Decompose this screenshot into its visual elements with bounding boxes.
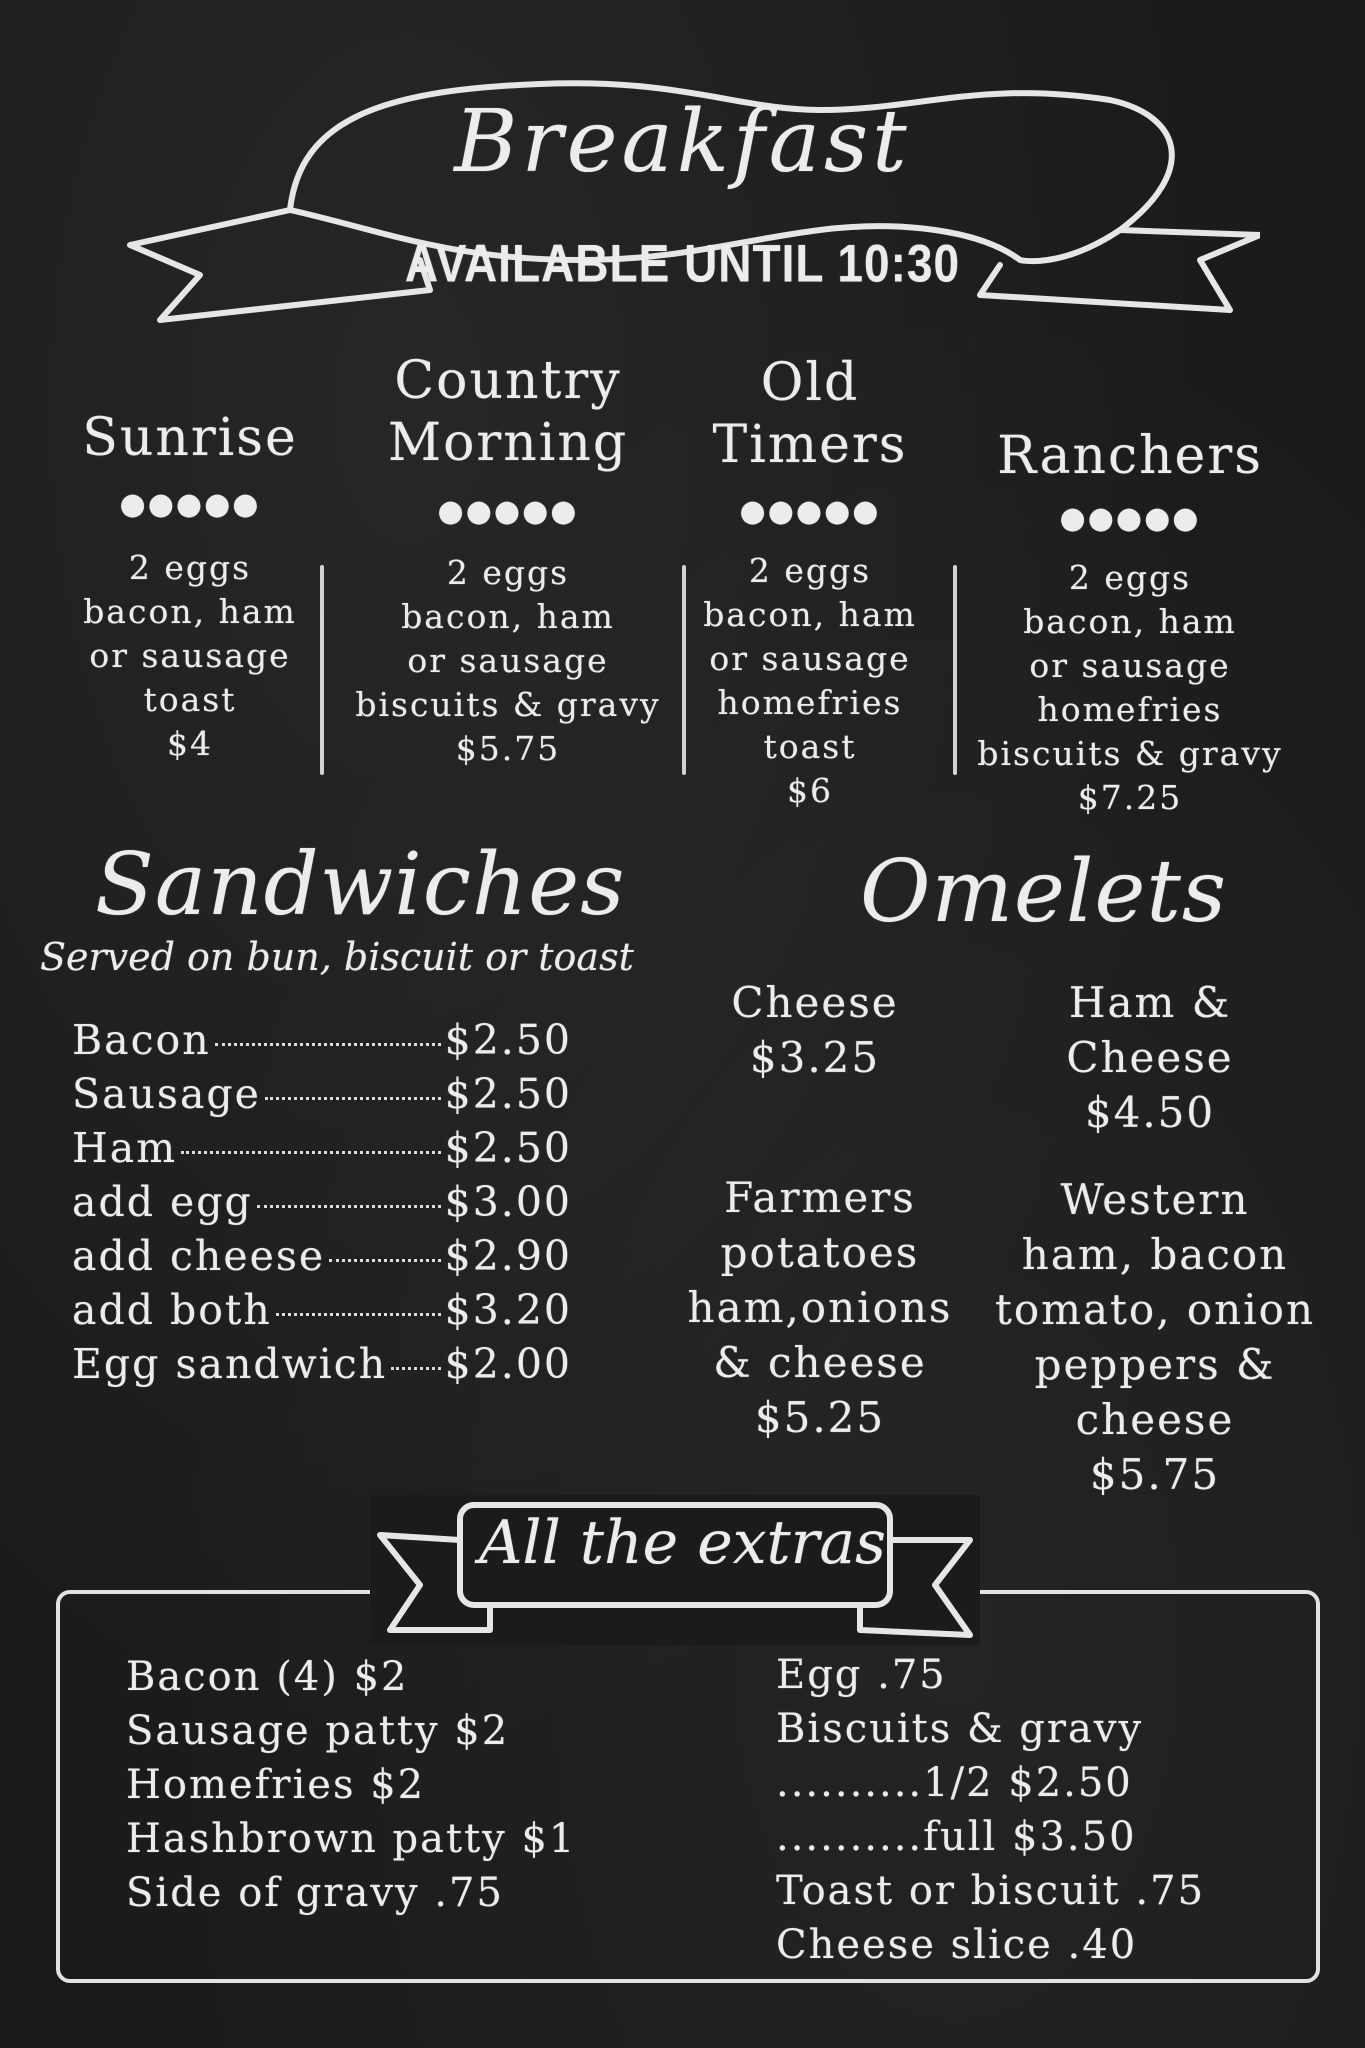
omelet-ham-cheese [1020,975,1280,1140]
combo-item: bacon, ham [83,592,297,631]
combo-price: $5.75 [455,729,561,768]
sandwich-row [72,1070,572,1124]
combo-item: homefries [717,683,903,722]
combo-item: biscuits & gravy [977,734,1283,773]
combo-items [338,551,678,771]
extra-item: Side of gravy .75 [126,1870,504,1916]
sandwich-row [72,1124,572,1178]
combo-country-morning [338,350,678,771]
column-divider [953,565,957,775]
omelet-line: ham, bacon [1021,1230,1289,1279]
sandwich-price: $2.00 [444,1340,572,1388]
omelet-line: peppers & [1034,1340,1276,1389]
sandwiches-subheading: Served on bun, biscuit or toast [40,935,634,979]
omelet-line: tomato, onion [995,1285,1315,1334]
sandwich-name: add egg [72,1178,253,1226]
omelet-cheese [695,975,935,1085]
sandwich-name: add both [72,1286,272,1334]
menu-subtitle: AVAILABLE UNTIL 10:30 [404,233,961,293]
sandwich-row [72,1016,572,1070]
dot-leader [329,1259,440,1262]
combo-item: 2 eggs [128,548,252,587]
omelet-line: Ham & [1068,978,1232,1027]
extra-item: Bacon (4) $2 [126,1654,409,1700]
combo-item: bacon, ham [703,595,917,634]
dots-divider: ●●●●● [1059,501,1201,536]
combo-name: Country [394,351,622,411]
combo-item: bacon, ham [401,597,615,636]
column-divider [682,565,686,775]
sandwich-price: $2.90 [444,1232,572,1280]
omelet-line: cheese [1075,1395,1235,1444]
sandwich-name: add cheese [72,1232,326,1280]
extra-item: Homefries $2 [126,1762,426,1808]
extra-item: Biscuits & gravy [776,1706,1144,1752]
combo-item: or sausage [1029,646,1231,685]
extras-left-list [126,1650,576,1920]
sandwich-name: Ham [72,1124,178,1172]
extra-item: Hashbrown patty $1 [126,1816,577,1862]
menu-title: Breakfast [454,92,911,192]
dots-divider: ●●●●● [739,494,881,529]
sandwich-price: $2.50 [444,1016,572,1064]
extra-item: Sausage patty $2 [126,1708,510,1754]
sandwich-row [72,1286,572,1340]
dot-leader [276,1313,441,1316]
dot-leader [257,1205,441,1208]
omelets-heading: Omelets [860,842,1228,942]
combo-price: $7.25 [1077,778,1183,817]
sandwich-name: Bacon [72,1016,211,1064]
omelet-price: $5.75 [1089,1450,1221,1499]
combo-price: $6 [787,771,833,810]
combo-item: 2 eggs [748,551,872,590]
omelet-price: $3.25 [749,1033,881,1082]
dot-leader [181,1151,441,1154]
extra-item: ..........1/2 $2.50 [776,1760,1133,1806]
sandwich-price: $3.00 [444,1178,572,1226]
combo-item: toast [763,727,857,766]
omelet-line: potatoes [720,1228,920,1277]
dot-leader [265,1097,441,1100]
extra-item: ..........full $3.50 [776,1814,1137,1860]
dot-leader [215,1043,441,1046]
combo-item: biscuits & gravy [355,685,661,724]
combo-sunrise [55,402,325,766]
combo-price: $4 [167,724,213,763]
combo-item: or sausage [407,641,609,680]
omelet-price: $5.25 [754,1393,886,1442]
combo-item: 2 eggs [1068,558,1192,597]
extras-heading: All the extras [479,1508,886,1578]
sandwich-list [72,1016,572,1394]
combo-items [55,546,325,766]
sandwiches-heading: Sandwiches [95,835,626,935]
omelet-farmers [670,1170,970,1445]
combo-item: toast [143,680,237,719]
omelet-line: ham,onions [687,1283,953,1332]
sandwich-price: $2.50 [444,1070,572,1118]
omelet-line: & cheese [713,1338,927,1387]
sandwich-row [72,1340,572,1394]
dots-divider: ●●●●● [119,487,261,522]
combo-ranchers [960,425,1300,820]
combo-name: Timers [712,415,908,475]
combo-name: Morning [387,413,629,473]
combo-name: Ranchers [997,426,1263,486]
sandwich-price: $2.50 [444,1124,572,1172]
sandwich-price: $3.20 [444,1286,572,1334]
combo-name: Old [760,353,860,413]
omelet-line: Western [1060,1175,1250,1224]
omelet-line: Cheese [1066,1033,1234,1082]
sandwich-name: Egg sandwich [72,1340,388,1388]
combo-item: bacon, ham [1023,602,1237,641]
sandwich-row [72,1232,572,1286]
combo-item: homefries [1037,690,1223,729]
sandwich-row [72,1178,572,1232]
combo-item: or sausage [709,639,911,678]
extra-item: Cheese slice .40 [776,1922,1138,1968]
combo-name: Sunrise [82,408,298,468]
sandwich-name: Sausage [72,1070,261,1118]
dot-leader [391,1367,440,1370]
omelet-western [985,1172,1325,1502]
omelet-line: Farmers [724,1173,916,1222]
dots-divider: ●●●●● [437,494,579,529]
combo-items [690,549,930,813]
combo-old-timers [690,352,930,813]
column-divider [320,565,324,775]
extra-item: Toast or biscuit .75 [776,1868,1206,1914]
omelet-line: Cheese [731,978,899,1027]
combo-item: 2 eggs [446,553,570,592]
extras-right-list [776,1648,1205,1972]
omelet-price: $4.50 [1084,1088,1216,1137]
combo-item: or sausage [89,636,291,675]
extra-item: Egg .75 [776,1652,947,1698]
combo-items [960,556,1300,820]
